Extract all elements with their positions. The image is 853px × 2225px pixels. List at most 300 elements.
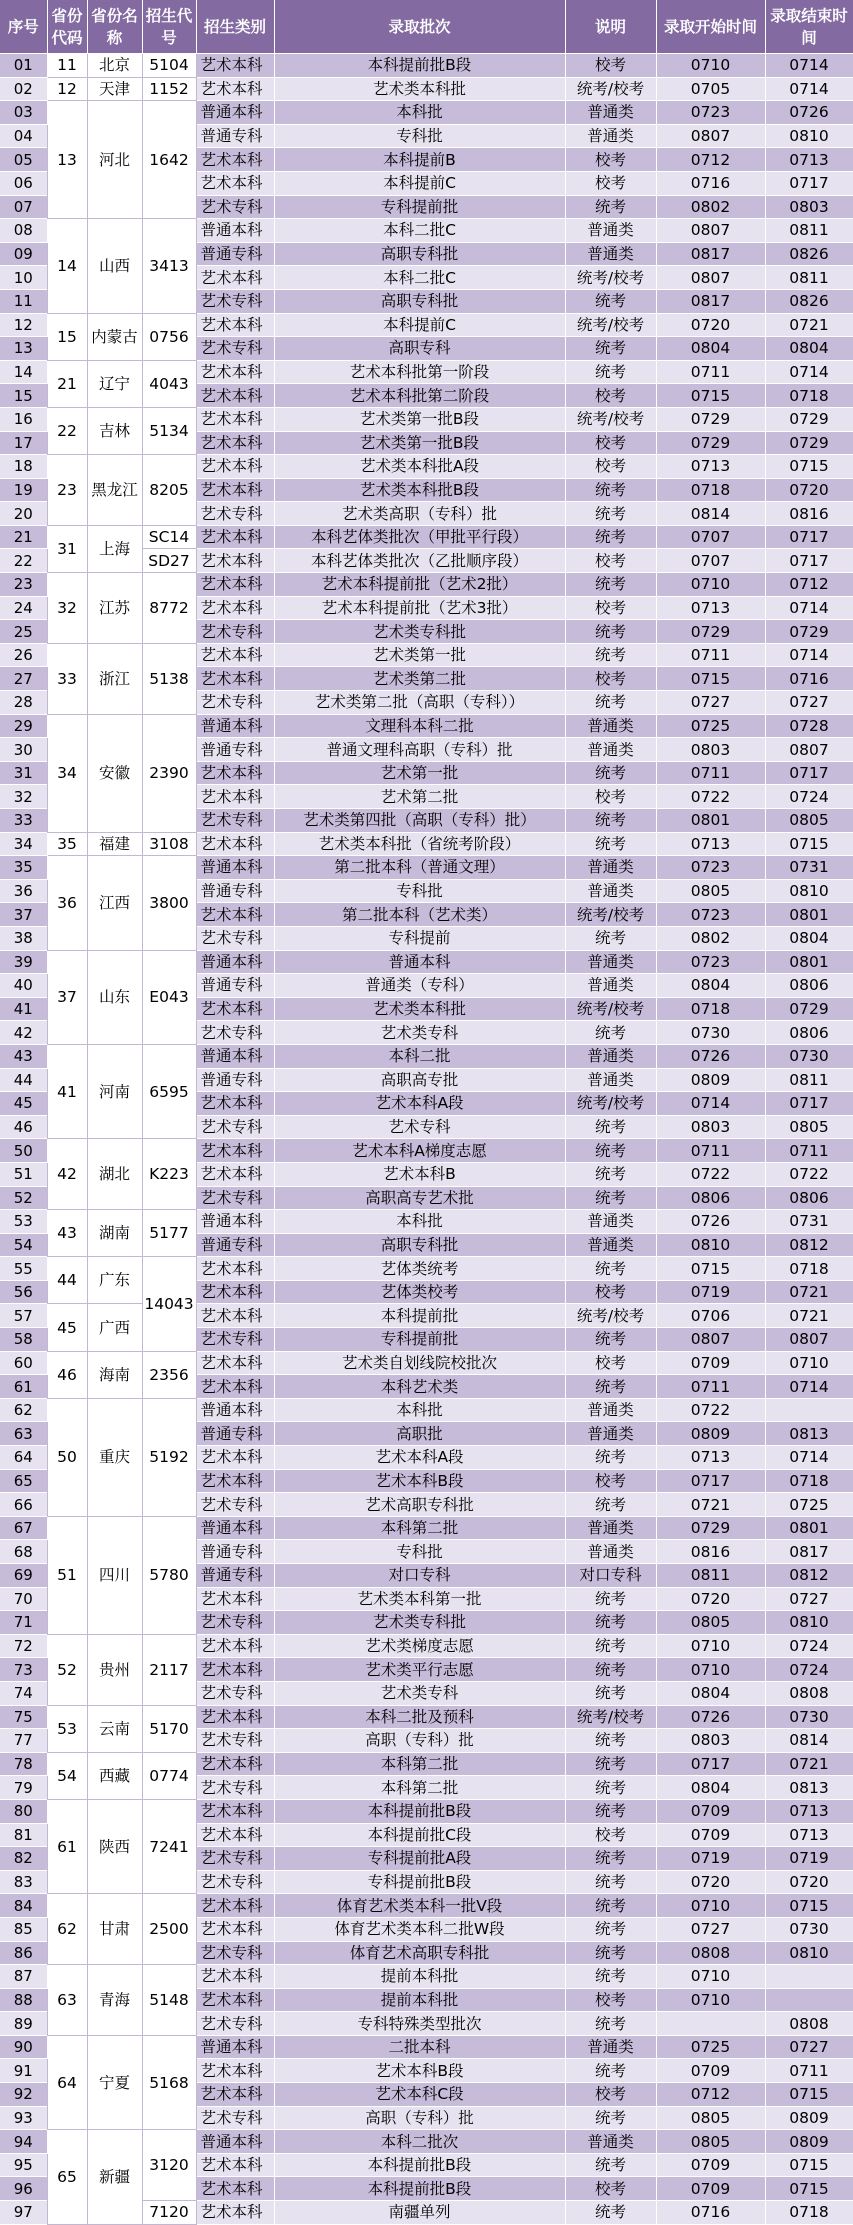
end-time-cell: 0714 xyxy=(765,643,853,667)
batch-cell: 艺术类本科批B段 xyxy=(274,478,565,502)
table-row xyxy=(0,455,853,479)
note-cell: 统考 xyxy=(565,1965,656,1989)
seq-cell: 28 xyxy=(0,691,47,715)
enroll-type-cell: 艺术本科 xyxy=(196,785,274,809)
batch-cell: 第二批本科（艺术类） xyxy=(274,903,565,927)
note-cell: 统考 xyxy=(565,360,656,384)
seq-cell: 40 xyxy=(0,974,47,998)
end-time-cell: 0729 xyxy=(765,431,853,455)
province-name-cell: 福建 xyxy=(87,832,142,856)
note-cell: 统考 xyxy=(565,832,656,856)
province-name-cell: 黑龙江 xyxy=(87,455,142,526)
table-row xyxy=(0,313,853,337)
enroll-code-cell: 5134 xyxy=(142,407,196,454)
enroll-code-cell: 0774 xyxy=(142,1752,196,1799)
seq-cell: 91 xyxy=(0,2059,47,2083)
end-time-cell: 0715 xyxy=(765,455,853,479)
start-time-cell: 0809 xyxy=(656,1422,765,1446)
end-time-cell: 0717 xyxy=(765,1092,853,1116)
end-time-cell xyxy=(765,1398,853,1422)
start-time-cell: 0807 xyxy=(656,124,765,148)
start-time-cell: 0805 xyxy=(656,2130,765,2154)
enroll-type-cell: 艺术本科 xyxy=(196,1587,274,1611)
seq-cell: 38 xyxy=(0,926,47,950)
batch-cell: 艺术本科提前批（艺术2批） xyxy=(274,573,565,597)
seq-cell: 86 xyxy=(0,1941,47,1965)
note-cell: 校考 xyxy=(565,2177,656,2201)
enroll-code-cell: 3120 xyxy=(142,2130,196,2201)
seq-cell: 34 xyxy=(0,832,47,856)
start-time-cell: 0720 xyxy=(656,1870,765,1894)
start-time-cell: 0814 xyxy=(656,502,765,526)
province-code-cell: 22 xyxy=(47,407,87,454)
end-time-cell: 0714 xyxy=(765,54,853,78)
seq-cell: 18 xyxy=(0,455,47,479)
batch-cell: 本科二批及预科 xyxy=(274,1705,565,1729)
batch-cell: 艺术类平行志愿 xyxy=(274,1658,565,1682)
note-cell: 普通类 xyxy=(565,1210,656,1234)
enroll-code-cell: 5104 xyxy=(142,54,196,78)
end-time-cell: 0728 xyxy=(765,714,853,738)
note-cell: 统考 xyxy=(565,1115,656,1139)
province-name-cell: 上海 xyxy=(87,525,142,572)
end-time-cell: 0811 xyxy=(765,219,853,243)
seq-cell: 11 xyxy=(0,289,47,313)
province-name-cell: 山西 xyxy=(87,219,142,313)
end-time-cell: 0720 xyxy=(765,1870,853,1894)
end-time-cell: 0721 xyxy=(765,1752,853,1776)
enroll-type-cell: 艺术本科 xyxy=(196,313,274,337)
batch-cell: 艺术本科提前批（艺术3批） xyxy=(274,596,565,620)
end-time-cell: 0727 xyxy=(765,1587,853,1611)
start-time-cell: 0711 xyxy=(656,761,765,785)
seq-cell: 95 xyxy=(0,2153,47,2177)
end-time-cell: 0721 xyxy=(765,1280,853,1304)
note-cell: 统考 xyxy=(565,2106,656,2130)
end-time-cell: 0711 xyxy=(765,2059,853,2083)
header-enroll-code: 招生代号 xyxy=(142,0,196,54)
province-code-cell: 42 xyxy=(47,1139,87,1210)
province-code-cell: 35 xyxy=(47,832,87,856)
start-time-cell: 0720 xyxy=(656,1587,765,1611)
enroll-type-cell: 艺术本科 xyxy=(196,384,274,408)
note-cell: 统考 xyxy=(565,1870,656,1894)
end-time-cell: 0808 xyxy=(765,2012,853,2036)
enroll-type-cell: 艺术本科 xyxy=(196,1894,274,1918)
batch-cell: 艺术高职专科批 xyxy=(274,1493,565,1517)
end-time-cell: 0725 xyxy=(765,1493,853,1517)
enroll-type-cell: 艺术本科 xyxy=(196,832,274,856)
province-name-cell: 湖北 xyxy=(87,1139,142,1210)
enroll-type-cell: 艺术专科 xyxy=(196,1870,274,1894)
batch-cell: 普通本科 xyxy=(274,950,565,974)
enroll-type-cell: 艺术专科 xyxy=(196,2106,274,2130)
batch-cell: 艺术类专科 xyxy=(274,1681,565,1705)
start-time-cell: 0729 xyxy=(656,431,765,455)
note-cell: 统考 xyxy=(565,1493,656,1517)
start-time-cell: 0710 xyxy=(656,1894,765,1918)
note-cell: 统考/校考 xyxy=(565,1304,656,1328)
enroll-type-cell: 普通本科 xyxy=(196,2130,274,2154)
seq-cell: 88 xyxy=(0,1988,47,2012)
enroll-code-cell: 2356 xyxy=(142,1351,196,1398)
note-cell: 统考/校考 xyxy=(565,407,656,431)
batch-cell: 本科提前批C段 xyxy=(274,1823,565,1847)
end-time-cell: 0718 xyxy=(765,384,853,408)
enroll-type-cell: 艺术专科 xyxy=(196,1186,274,1210)
end-time-cell: 0716 xyxy=(765,667,853,691)
seq-cell: 43 xyxy=(0,1044,47,1068)
province-name-cell: 安徽 xyxy=(87,714,142,832)
start-time-cell: 0725 xyxy=(656,714,765,738)
start-time-cell: 0709 xyxy=(656,1823,765,1847)
batch-cell: 高职专科 xyxy=(274,337,565,361)
note-cell: 统考 xyxy=(565,620,656,644)
note-cell: 统考/校考 xyxy=(565,313,656,337)
start-time-cell: 0727 xyxy=(656,1917,765,1941)
start-time-cell: 0808 xyxy=(656,1941,765,1965)
seq-cell: 01 xyxy=(0,54,47,78)
note-cell: 统考 xyxy=(565,2059,656,2083)
batch-cell: 艺术类第一批B段 xyxy=(274,407,565,431)
batch-cell: 艺术类梯度志愿 xyxy=(274,1634,565,1658)
note-cell: 统考 xyxy=(565,1917,656,1941)
header-seq: 序号 xyxy=(0,0,47,54)
enroll-type-cell: 艺术专科 xyxy=(196,1021,274,1045)
table-row xyxy=(0,54,853,78)
note-cell: 统考/校考 xyxy=(565,266,656,290)
end-time-cell: 0810 xyxy=(765,124,853,148)
enroll-code-cell: 8772 xyxy=(142,573,196,644)
batch-cell: 艺术本科B xyxy=(274,1162,565,1186)
note-cell: 普通类 xyxy=(565,1398,656,1422)
start-time-cell: 0810 xyxy=(656,1233,765,1257)
note-cell: 统考 xyxy=(565,1021,656,1045)
province-code-cell: 36 xyxy=(47,856,87,950)
enroll-code-cell: 2500 xyxy=(142,1894,196,1965)
batch-cell: 艺术类自划线院校批次 xyxy=(274,1351,565,1375)
province-code-cell: 23 xyxy=(47,455,87,526)
enroll-code-cell: 7120 xyxy=(142,2201,196,2225)
batch-cell: 高职高专艺术批 xyxy=(274,1186,565,1210)
end-time-cell: 0724 xyxy=(765,785,853,809)
table-row xyxy=(0,950,853,974)
start-time-cell: 0730 xyxy=(656,1021,765,1045)
enroll-type-cell: 普通本科 xyxy=(196,219,274,243)
seq-cell: 26 xyxy=(0,643,47,667)
note-cell: 普通类 xyxy=(565,242,656,266)
seq-cell: 64 xyxy=(0,1446,47,1470)
batch-cell: 艺术类本科批 xyxy=(274,77,565,101)
province-name-cell: 贵州 xyxy=(87,1634,142,1705)
batch-cell: 本科艺术类 xyxy=(274,1375,565,1399)
table-row xyxy=(0,1894,853,1918)
enroll-type-cell: 艺术本科 xyxy=(196,1162,274,1186)
start-time-cell: 0729 xyxy=(656,407,765,431)
enroll-type-cell: 艺术专科 xyxy=(196,1115,274,1139)
end-time-cell: 0711 xyxy=(765,1139,853,1163)
seq-cell: 07 xyxy=(0,195,47,219)
enroll-type-cell: 艺术专科 xyxy=(196,1941,274,1965)
batch-cell: 艺术类本科批A段 xyxy=(274,455,565,479)
province-code-cell: 50 xyxy=(47,1398,87,1516)
enroll-type-cell: 普通专科 xyxy=(196,1540,274,1564)
note-cell: 统考 xyxy=(565,1587,656,1611)
batch-cell: 艺术类高职（专科）批 xyxy=(274,502,565,526)
batch-cell: 艺术类第一批B段 xyxy=(274,431,565,455)
end-time-cell: 0714 xyxy=(765,77,853,101)
enroll-type-cell: 艺术专科 xyxy=(196,1611,274,1635)
start-time-cell: 0712 xyxy=(656,2083,765,2107)
enroll-type-cell: 艺术本科 xyxy=(196,2201,274,2225)
seq-cell: 14 xyxy=(0,360,47,384)
enroll-code-cell: 0756 xyxy=(142,313,196,360)
seq-cell: 25 xyxy=(0,620,47,644)
table-row xyxy=(0,360,853,384)
seq-cell: 45 xyxy=(0,1092,47,1116)
seq-cell: 96 xyxy=(0,2177,47,2201)
seq-cell: 70 xyxy=(0,1587,47,1611)
seq-cell: 19 xyxy=(0,478,47,502)
seq-cell: 46 xyxy=(0,1115,47,1139)
batch-cell: 专科提前批 xyxy=(274,1328,565,1352)
note-cell: 校考 xyxy=(565,1988,656,2012)
end-time-cell: 0806 xyxy=(765,974,853,998)
seq-cell: 65 xyxy=(0,1469,47,1493)
province-name-cell: 内蒙古 xyxy=(87,313,142,360)
start-time-cell: 0807 xyxy=(656,1328,765,1352)
enroll-type-cell: 普通专科 xyxy=(196,1233,274,1257)
enroll-code-cell: 7241 xyxy=(142,1799,196,1893)
province-name-cell: 广东 xyxy=(87,1257,142,1304)
batch-cell: 专科特殊类型批次 xyxy=(274,2012,565,2036)
enroll-type-cell: 艺术专科 xyxy=(196,195,274,219)
batch-cell: 艺术类专科 xyxy=(274,1021,565,1045)
batch-cell: 艺术本科批第二阶段 xyxy=(274,384,565,408)
note-cell: 统考 xyxy=(565,478,656,502)
seq-cell: 16 xyxy=(0,407,47,431)
enroll-code-cell: 2390 xyxy=(142,714,196,832)
seq-cell: 50 xyxy=(0,1139,47,1163)
note-cell: 统考 xyxy=(565,1186,656,1210)
batch-cell: 提前本科批 xyxy=(274,1988,565,2012)
enroll-type-cell: 艺术本科 xyxy=(196,1469,274,1493)
seq-cell: 63 xyxy=(0,1422,47,1446)
enroll-type-cell: 艺术本科 xyxy=(196,407,274,431)
table-row xyxy=(0,77,853,101)
end-time-cell: 0811 xyxy=(765,1068,853,1092)
batch-cell: 本科第二批 xyxy=(274,1516,565,1540)
start-time-cell: 0726 xyxy=(656,1044,765,1068)
seq-cell: 15 xyxy=(0,384,47,408)
enroll-code-cell: 3800 xyxy=(142,856,196,950)
province-name-cell: 浙江 xyxy=(87,643,142,714)
province-name-cell: 天津 xyxy=(87,77,142,101)
enroll-type-cell: 艺术本科 xyxy=(196,903,274,927)
seq-cell: 08 xyxy=(0,219,47,243)
end-time-cell: 0810 xyxy=(765,879,853,903)
end-time-cell: 0811 xyxy=(765,266,853,290)
start-time-cell: 0711 xyxy=(656,1139,765,1163)
enroll-type-cell: 艺术专科 xyxy=(196,1681,274,1705)
enroll-type-cell: 艺术本科 xyxy=(196,171,274,195)
seq-cell: 44 xyxy=(0,1068,47,1092)
start-time-cell: 0805 xyxy=(656,2106,765,2130)
end-time-cell: 0715 xyxy=(765,1894,853,1918)
enroll-type-cell: 艺术本科 xyxy=(196,525,274,549)
batch-cell: 专科提前批B段 xyxy=(274,1870,565,1894)
header-end-time: 录取结束时间 xyxy=(765,0,853,54)
note-cell: 统考/校考 xyxy=(565,903,656,927)
start-time-cell: 0707 xyxy=(656,525,765,549)
end-time-cell: 0730 xyxy=(765,1917,853,1941)
province-code-cell: 34 xyxy=(47,714,87,832)
province-code-cell: 44 xyxy=(47,1257,87,1304)
start-time-cell: 0723 xyxy=(656,101,765,125)
seq-cell: 67 xyxy=(0,1516,47,1540)
end-time-cell: 0804 xyxy=(765,926,853,950)
seq-cell: 13 xyxy=(0,337,47,361)
batch-cell: 本科批 xyxy=(274,1210,565,1234)
enroll-type-cell: 普通本科 xyxy=(196,1044,274,1068)
batch-cell: 艺术专科 xyxy=(274,1115,565,1139)
enroll-code-cell: 4043 xyxy=(142,360,196,407)
batch-cell: 艺术本科A梯度志愿 xyxy=(274,1139,565,1163)
start-time-cell: 0711 xyxy=(656,360,765,384)
province-code-cell: 14 xyxy=(47,219,87,313)
note-cell: 统考 xyxy=(565,573,656,597)
batch-cell: 二批本科 xyxy=(274,2035,565,2059)
batch-cell: 对口专科 xyxy=(274,1564,565,1588)
seq-cell: 55 xyxy=(0,1257,47,1281)
enroll-code-cell: 6595 xyxy=(142,1044,196,1138)
note-cell: 校考 xyxy=(565,667,656,691)
start-time-cell: 0709 xyxy=(656,1351,765,1375)
seq-cell: 82 xyxy=(0,1847,47,1871)
seq-cell: 53 xyxy=(0,1210,47,1234)
batch-cell: 本科艺体类批次（甲批平行段） xyxy=(274,525,565,549)
end-time-cell: 0813 xyxy=(765,1776,853,1800)
end-time-cell: 0801 xyxy=(765,950,853,974)
batch-cell: 本科艺体类批次（乙批顺序段） xyxy=(274,549,565,573)
seq-cell: 78 xyxy=(0,1752,47,1776)
enroll-type-cell: 艺术本科 xyxy=(196,1280,274,1304)
note-cell: 校考 xyxy=(565,596,656,620)
start-time-cell: 0716 xyxy=(656,171,765,195)
start-time-cell: 0710 xyxy=(656,1634,765,1658)
end-time-cell: 0713 xyxy=(765,148,853,172)
seq-cell: 73 xyxy=(0,1658,47,1682)
end-time-cell: 0729 xyxy=(765,407,853,431)
start-time-cell: 0718 xyxy=(656,997,765,1021)
province-code-cell: 33 xyxy=(47,643,87,714)
enroll-type-cell: 艺术本科 xyxy=(196,761,274,785)
seq-cell: 93 xyxy=(0,2106,47,2130)
seq-cell: 05 xyxy=(0,148,47,172)
seq-cell: 36 xyxy=(0,879,47,903)
table-row xyxy=(0,1965,853,1989)
start-time-cell: 0722 xyxy=(656,1398,765,1422)
batch-cell: 专科批 xyxy=(274,879,565,903)
enroll-type-cell: 艺术专科 xyxy=(196,2012,274,2036)
note-cell: 统考 xyxy=(565,1328,656,1352)
note-cell: 校考 xyxy=(565,148,656,172)
seq-cell: 29 xyxy=(0,714,47,738)
enroll-type-cell: 艺术专科 xyxy=(196,691,274,715)
start-time-cell: 0705 xyxy=(656,77,765,101)
seq-cell: 30 xyxy=(0,738,47,762)
enroll-type-cell: 艺术本科 xyxy=(196,1351,274,1375)
end-time-cell: 0718 xyxy=(765,2201,853,2225)
enroll-type-cell: 艺术本科 xyxy=(196,478,274,502)
table-row xyxy=(0,1257,853,1281)
start-time-cell: 0805 xyxy=(656,879,765,903)
seq-cell: 94 xyxy=(0,2130,47,2154)
province-code-cell: 43 xyxy=(47,1210,87,1257)
table-row xyxy=(0,1705,853,1729)
end-time-cell: 0710 xyxy=(765,1351,853,1375)
seq-cell: 37 xyxy=(0,903,47,927)
enroll-type-cell: 普通专科 xyxy=(196,974,274,998)
seq-cell: 72 xyxy=(0,1634,47,1658)
batch-cell: 本科提前批B段 xyxy=(274,54,565,78)
table-row xyxy=(0,1351,853,1375)
note-cell: 统考 xyxy=(565,1681,656,1705)
start-time-cell: 0713 xyxy=(656,596,765,620)
note-cell: 普通类 xyxy=(565,1068,656,1092)
note-cell: 普通类 xyxy=(565,738,656,762)
enroll-type-cell: 艺术专科 xyxy=(196,1847,274,1871)
start-time-cell: 0802 xyxy=(656,195,765,219)
note-cell: 普通类 xyxy=(565,1540,656,1564)
start-time-cell: 0707 xyxy=(656,549,765,573)
end-time-cell: 0724 xyxy=(765,1634,853,1658)
start-time-cell: 0712 xyxy=(656,148,765,172)
seq-cell: 21 xyxy=(0,525,47,549)
enroll-type-cell: 艺术本科 xyxy=(196,266,274,290)
start-time-cell: 0718 xyxy=(656,478,765,502)
start-time-cell: 0804 xyxy=(656,1776,765,1800)
batch-cell: 艺术类本科第一批 xyxy=(274,1587,565,1611)
end-time-cell: 0816 xyxy=(765,502,853,526)
enroll-type-cell: 普通本科 xyxy=(196,856,274,880)
note-cell: 统考 xyxy=(565,1658,656,1682)
note-cell: 校考 xyxy=(565,384,656,408)
note-cell: 校考 xyxy=(565,1280,656,1304)
province-name-cell: 云南 xyxy=(87,1705,142,1752)
note-cell: 校考 xyxy=(565,54,656,78)
end-time-cell: 0805 xyxy=(765,1115,853,1139)
enroll-type-cell: 艺术本科 xyxy=(196,2059,274,2083)
header-province-name: 省份名称 xyxy=(87,0,142,54)
table-body xyxy=(0,54,853,2225)
batch-cell: 体育艺术高职专科批 xyxy=(274,1941,565,1965)
province-code-cell: 32 xyxy=(47,573,87,644)
end-time-cell: 0812 xyxy=(765,1233,853,1257)
note-cell: 统考 xyxy=(565,1847,656,1871)
start-time-cell: 0710 xyxy=(656,1658,765,1682)
enroll-type-cell: 艺术本科 xyxy=(196,77,274,101)
seq-cell: 24 xyxy=(0,596,47,620)
batch-cell: 艺体类统考 xyxy=(274,1257,565,1281)
end-time-cell: 0729 xyxy=(765,997,853,1021)
table-row xyxy=(0,1799,853,1823)
enroll-type-cell: 普通本科 xyxy=(196,1398,274,1422)
seq-cell: 10 xyxy=(0,266,47,290)
start-time-cell: 0706 xyxy=(656,1304,765,1328)
start-time-cell: 0803 xyxy=(656,738,765,762)
note-cell: 统考 xyxy=(565,1139,656,1163)
